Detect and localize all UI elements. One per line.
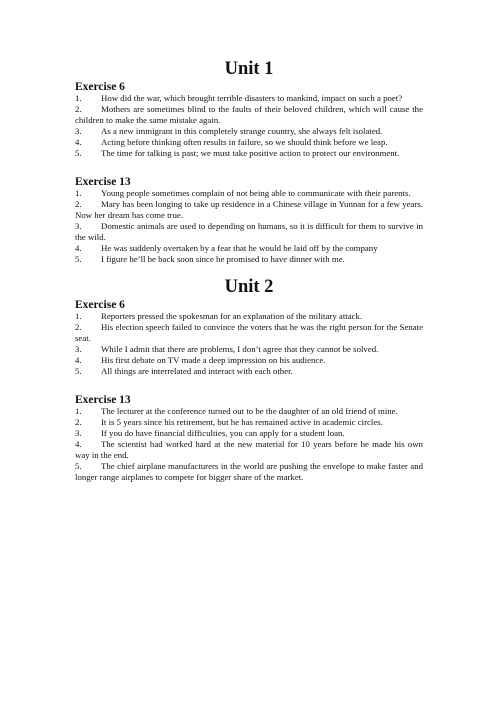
item-number: 4. [75, 137, 82, 147]
item-text: I figure he’ll be back soon since he promised to have dinner with me. [101, 254, 345, 264]
item-number: 5. [75, 366, 82, 376]
item-number: 2. [75, 417, 82, 427]
item-text: If you do have financial difficulties, you can apply for a student loan. [101, 428, 345, 438]
list-item [75, 406, 423, 417]
list-item [75, 243, 423, 254]
item-number: 2. [75, 104, 82, 114]
item-number: 4. [75, 243, 82, 253]
item-text: The scientist had worked hard at the new material for 10 years before he made his own way in the end. [75, 439, 423, 460]
item-number: 1. [75, 406, 82, 416]
list-item [75, 254, 423, 265]
unit-title: Unit 2 [224, 277, 274, 297]
list-item [75, 322, 423, 344]
list-item [75, 417, 423, 428]
list-item [75, 188, 423, 199]
item-number: 1. [75, 311, 82, 321]
list-item [75, 104, 423, 126]
document-page [75, 58, 423, 483]
item-text: Domestic animals are used to depending on humans, so it is difficult for them to survive in the wild. [75, 221, 423, 242]
item-text: Acting before thinking often results in failure, so we should think before we leap. [101, 137, 388, 147]
list-item [75, 428, 423, 439]
list-item [75, 93, 423, 104]
section-gap [75, 377, 423, 394]
list-item [75, 137, 423, 148]
exercise-title: Exercise 6 [75, 299, 125, 311]
item-text: Mary has been longing to take up residence in a Chinese village in Yunnan for a few years. Now her dream has come true. [75, 199, 423, 220]
exercise-title: Exercise 13 [75, 394, 131, 406]
item-number: 5. [75, 461, 82, 471]
exercise-title: Exercise 6 [75, 81, 125, 93]
list-item [75, 366, 423, 377]
list-item [75, 355, 423, 366]
item-number: 3. [75, 221, 82, 231]
list-item [75, 311, 423, 322]
item-text: The time for talking is past; we must take positive action to protect our environment. [101, 148, 400, 158]
item-number: 2. [75, 199, 82, 209]
item-number: 1. [75, 93, 82, 103]
item-text: Reporters pressed the spokesman for an explanation of the military attack. [101, 311, 363, 321]
list-item [75, 148, 423, 159]
item-text: It is 5 years since his retirement, but he has remained active in academic circles. [101, 417, 383, 427]
item-text: The chief airplane manufacturers in the world are pushing the envelope to make faster and longer range airplanes to compete for bigger share of the market. [75, 461, 423, 482]
item-text: He was suddenly overtaken by a fear that he would be laid off by the company [101, 243, 378, 253]
item-number: 5. [75, 148, 82, 158]
list-item [75, 461, 423, 483]
item-number: 5. [75, 254, 82, 264]
list-item [75, 126, 423, 137]
item-text: Young people sometimes complain of not being able to communicate with their parents. [101, 188, 411, 198]
item-number: 4. [75, 355, 82, 365]
item-number: 4. [75, 439, 82, 449]
exercise-title: Exercise 13 [75, 176, 131, 188]
item-number: 3. [75, 428, 82, 438]
item-text: The lecturer at the conference turned out to be the daughter of an old friend of mine. [101, 406, 398, 416]
item-text: How did the war, which brought terrible disasters to mankind, impact on such a poet? [101, 93, 403, 103]
list-item [75, 221, 423, 243]
item-number: 3. [75, 126, 82, 136]
item-text: His first debate on TV made a deep impression on his audience. [101, 355, 326, 365]
list-item [75, 199, 423, 221]
item-text: While I admit that there are problems, I don’t agree that they cannot be solved. [101, 344, 379, 354]
list-item [75, 344, 423, 355]
item-number: 1. [75, 188, 82, 198]
item-number: 3. [75, 344, 82, 354]
item-text: All things are interrelated and interact with each other. [101, 366, 293, 376]
unit-title: Unit 1 [224, 59, 274, 79]
item-text: Mothers are sometimes blind to the faults of their beloved children, which will cause the children to make the same mistake again. [75, 104, 423, 125]
item-text: As a new immigrant in this completely strange country, she always felt isolated. [101, 126, 383, 136]
list-item [75, 439, 423, 461]
section-gap [75, 159, 423, 176]
item-text: His election speech failed to convince the voters that he was the right person for the Senate seat. [75, 322, 423, 343]
item-number: 2. [75, 322, 82, 332]
